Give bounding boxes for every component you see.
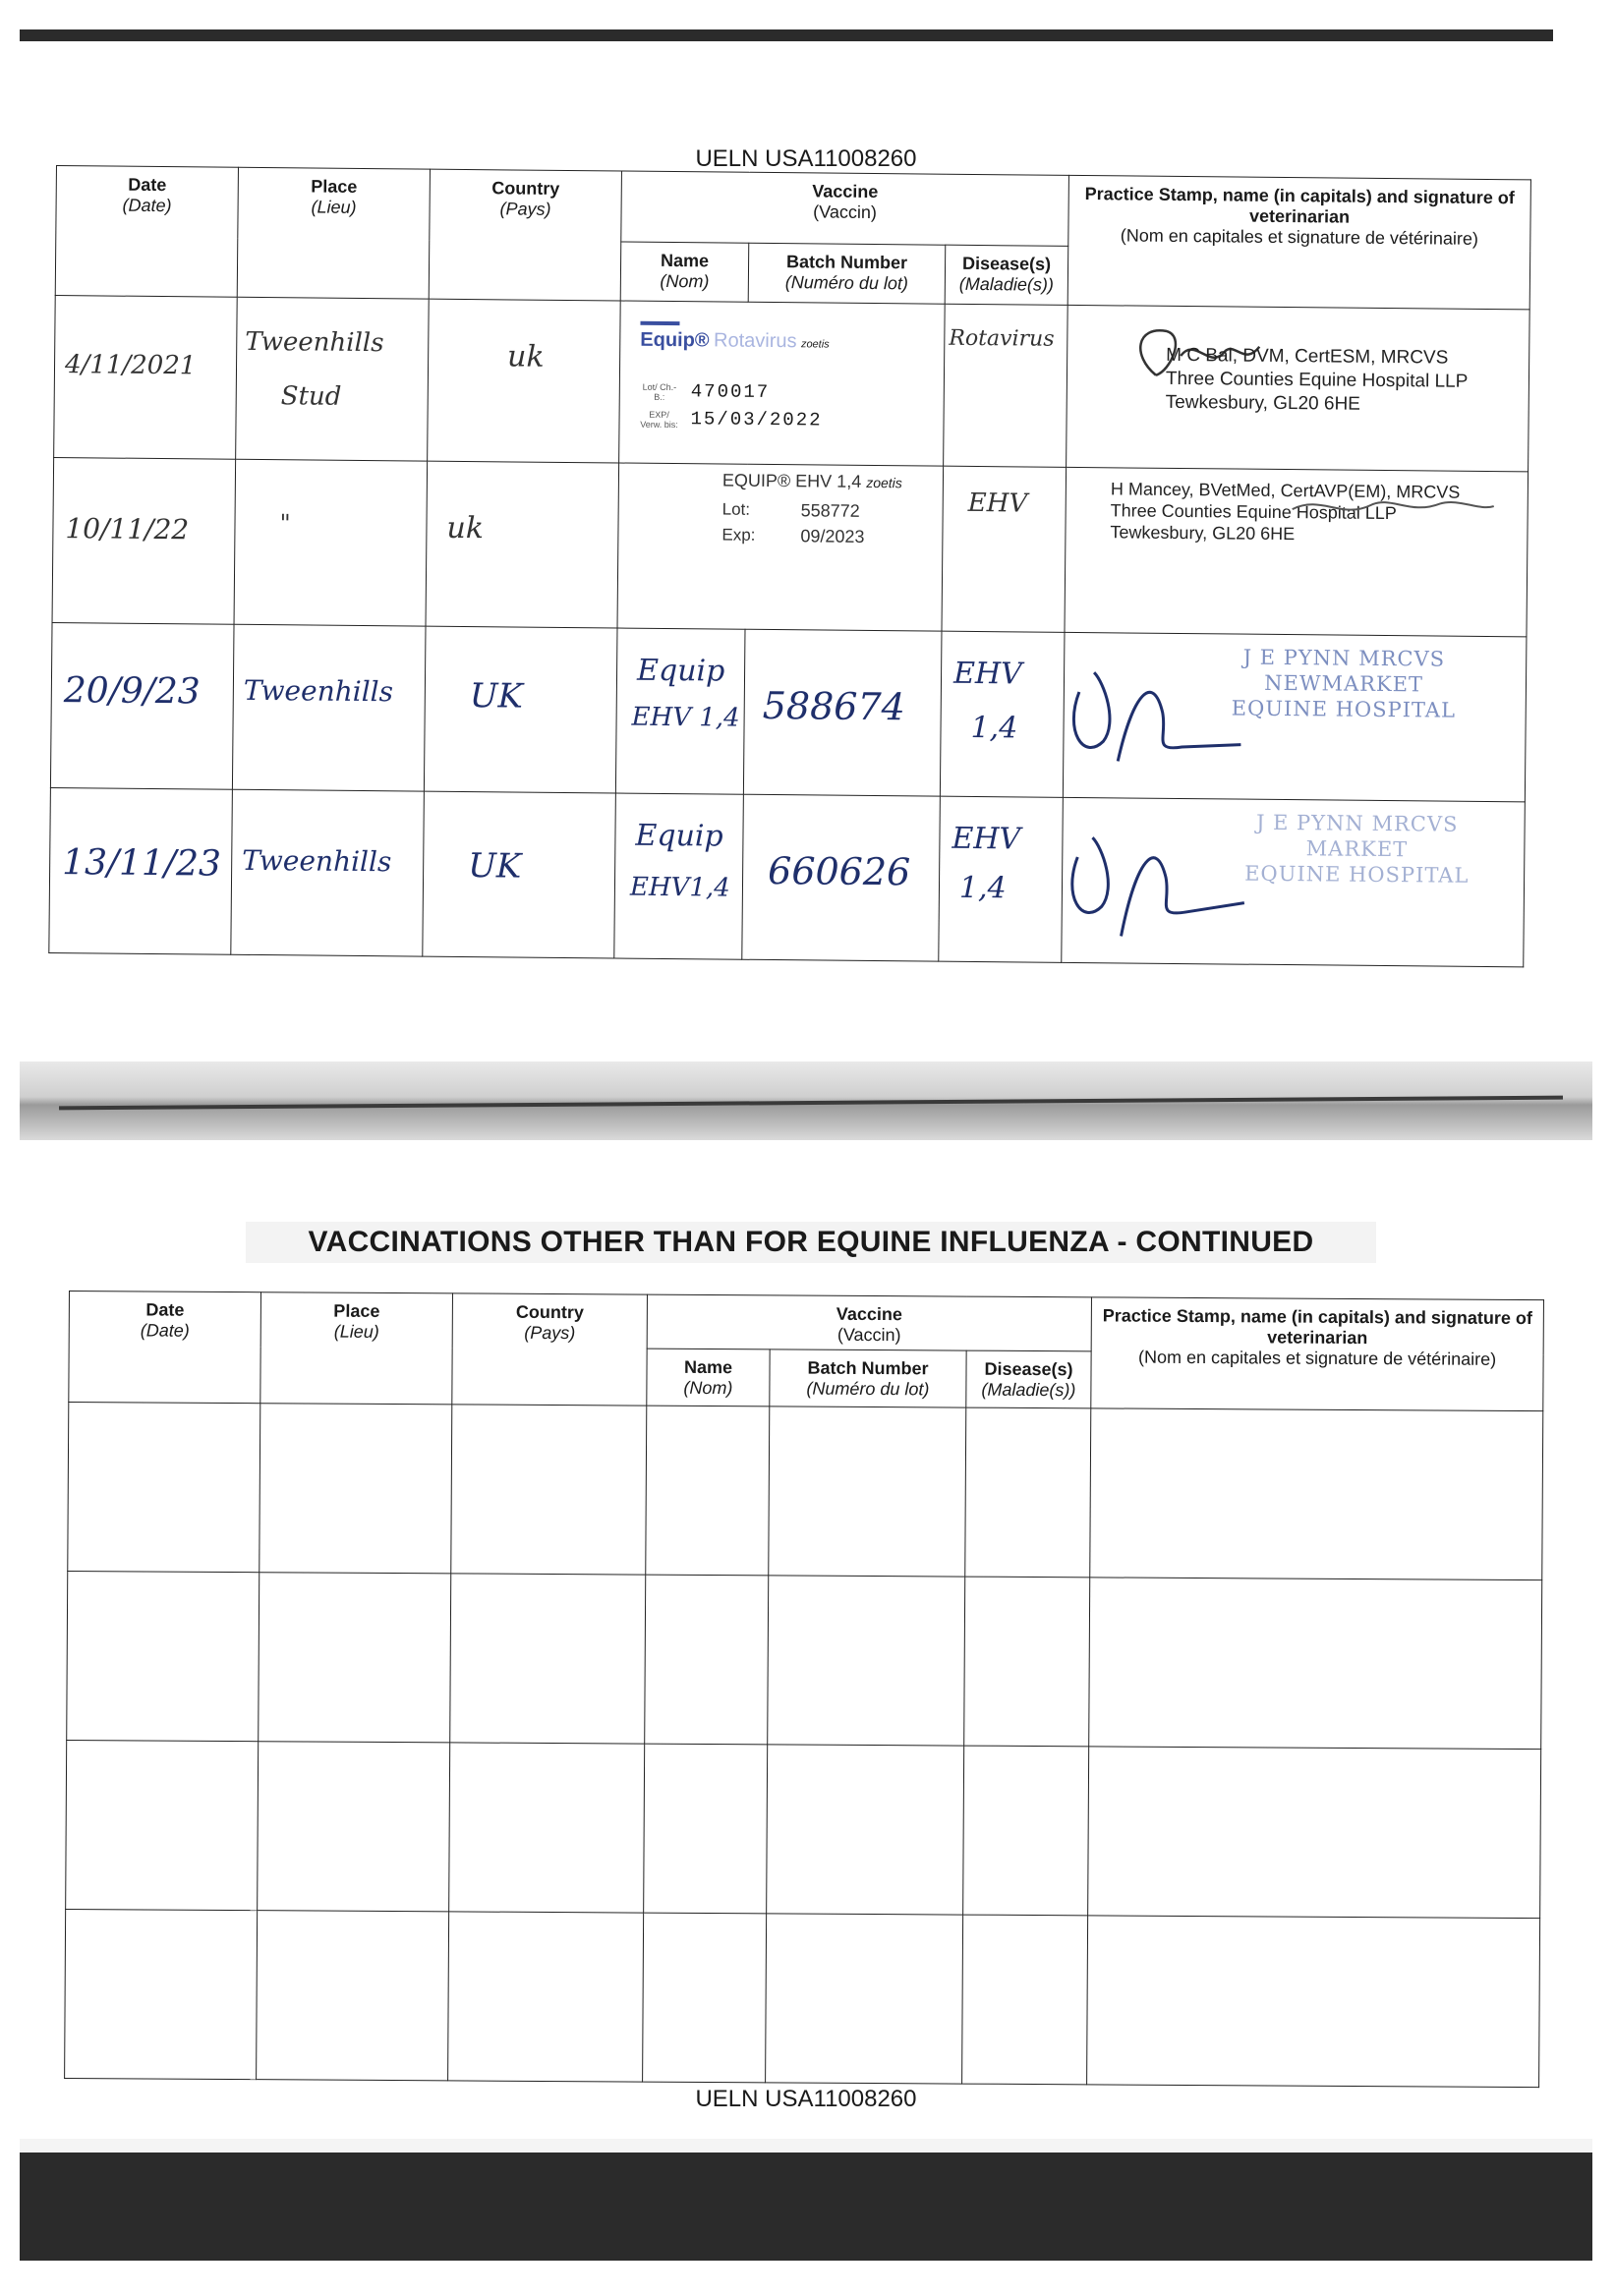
place-cell: [234, 459, 428, 626]
table-row: [67, 1571, 1542, 1749]
stamp-cell: [1062, 797, 1526, 967]
stamp-line-3: EQUINE HOSPITAL: [1231, 696, 1457, 722]
disease-value: EHV: [967, 488, 1028, 519]
vet-address: Tewkesbury, GL20 6HE: [1110, 522, 1296, 545]
table-row: [54, 295, 1530, 471]
date-value: 13/11/23: [61, 842, 222, 885]
country-cell: [426, 461, 619, 628]
vet-name: M C Bal, DVM, CertESM, MRCVS: [1166, 344, 1449, 369]
vaccine-name: Equip: [635, 818, 723, 854]
sticker-exp: 15/03/2022: [690, 408, 823, 431]
table-row: [49, 787, 1526, 966]
country-value: UK: [469, 676, 524, 717]
stamp-line-1: J E PYNN MRCVS: [1242, 645, 1446, 671]
vet-address: Tewkesbury, GL20 6HE: [1165, 391, 1361, 415]
disease-cell: [940, 631, 1065, 797]
header-stamp: Practice Stamp, name (in capitals) and signature of veterinarian (Nom en capitales et signature de vétérinaire): [1067, 175, 1530, 310]
batch-cell: [742, 794, 941, 961]
table-row: [66, 1740, 1541, 1918]
date-cell: [50, 622, 234, 789]
header-vaccine: Vaccine (Vaccin): [621, 171, 1069, 246]
place-value: Tweenhills: [245, 326, 384, 359]
header-name: Name (Nom): [647, 1349, 770, 1406]
sticker-brand: EQUIP® EHV 1,4: [721, 470, 862, 491]
vaccine-name-line2: EHV1,4: [629, 872, 730, 903]
date-cell: [54, 295, 238, 459]
disease-value: EHV: [952, 821, 1021, 857]
batch-cell: [743, 629, 942, 796]
country-value: UK: [467, 846, 522, 887]
date-cell: [49, 787, 233, 954]
logo-bar: [640, 321, 679, 325]
place-cell: [232, 624, 426, 791]
sticker-lot-label: Lot:: [721, 499, 751, 519]
stamp-line-3: EQUINE HOSPITAL: [1244, 861, 1470, 888]
header-batch: Batch Number (Numéro du lot): [770, 1349, 966, 1407]
vet-name: H Mancey, BVetMed, CertAVP(EM), MRCVS: [1110, 479, 1461, 502]
vaccine-name: Equip: [636, 653, 725, 689]
date-value: 4/11/2021: [64, 350, 197, 381]
table-row: [68, 1403, 1543, 1580]
disease-value-line2: 1,4: [970, 710, 1018, 746]
stamp-line-2: MARKET: [1305, 836, 1409, 862]
date-value: 20/9/23: [63, 670, 201, 713]
vet-practice: Three Counties Equine Hospital LLP: [1110, 500, 1397, 524]
place-value: Tweenhills: [242, 843, 392, 879]
vaccine-label-cell: [617, 463, 944, 631]
header-country: Country (Pays): [452, 1293, 648, 1406]
vaccination-table-bottom: [64, 1291, 1544, 2088]
vet-signature: [1282, 475, 1499, 536]
header-name: Name (Nom): [620, 242, 749, 302]
sticker-exp: 09/2023: [800, 526, 865, 546]
place-cell: [231, 789, 425, 956]
header-date: Date (Date): [55, 166, 238, 298]
table-row: [52, 457, 1528, 636]
header-date: Date (Date): [69, 1292, 261, 1404]
date-value: 10/11/22: [65, 512, 190, 546]
country-cell: [423, 791, 616, 958]
header-country: Country (Pays): [429, 169, 621, 301]
page-edge-top: [20, 41, 1553, 67]
country-cell: [428, 299, 621, 463]
header-place: Place (Lieu): [237, 167, 430, 299]
sticker-lot: 470017: [690, 380, 771, 403]
vet-signature: [1062, 818, 1259, 947]
ueln-bottom: UELN USA11008260: [695, 2086, 917, 2112]
name-cell: [615, 628, 745, 794]
disease-cell: [944, 304, 1068, 467]
batch-value: 588674: [762, 683, 906, 729]
header-stamp: Practice Stamp, name (in capitals) and signature of veterinarian (Nom en capitales et signature de vétérinaire): [1091, 1297, 1544, 1411]
header-place: Place (Lieu): [260, 1292, 453, 1405]
sticker-maker: zoetis: [866, 474, 902, 491]
country-value: uk: [506, 339, 545, 374]
place-cell: [236, 297, 430, 461]
ueln-top: UELN USA11008260: [695, 145, 917, 172]
place-value: ": [279, 509, 291, 538]
vaccine-label-cell: [619, 301, 946, 466]
disease-cell: [942, 466, 1067, 632]
name-cell: [614, 793, 744, 959]
stamp-cell: [1063, 632, 1527, 802]
header-vaccine: Vaccine (Vaccin): [647, 1294, 1091, 1351]
place-value-line2: Stud: [280, 381, 342, 412]
vaccine-name-line2: EHV 1,4: [631, 702, 740, 733]
disease-cell: [939, 796, 1064, 962]
place-value: Tweenhills: [243, 673, 394, 709]
header-batch: Batch Number (Numéro du lot): [748, 243, 946, 304]
sticker-product: Rotavirus: [713, 329, 797, 353]
stamp-cell: [1067, 305, 1530, 472]
vet-practice: Three Counties Equine Hospital LLP: [1165, 368, 1469, 392]
country-cell: [424, 626, 617, 793]
header-disease: Disease(s) (Maladie(s)): [966, 1350, 1091, 1408]
sticker-brand: Equip®: [640, 328, 710, 352]
table-row: [50, 622, 1527, 801]
sticker-lot-label: Lot/ Ch.-B.:: [642, 381, 677, 402]
sticker-exp-label: EXP/ Verw. bis:: [640, 409, 678, 430]
country-value: uk: [446, 510, 485, 546]
disease-value: Rotavirus: [949, 325, 1055, 352]
disease-value-line2: 1,4: [958, 870, 1007, 906]
table-row: [65, 1909, 1540, 2087]
sticker-lot: 558772: [800, 500, 860, 521]
disease-value: EHV: [952, 656, 1022, 692]
section-title: VACCINATIONS OTHER THAN FOR EQUINE INFLUENZA - CONTINUED: [246, 1222, 1376, 1263]
stamp-line-1: J E PYNN MRCVS: [1255, 810, 1459, 836]
stamp-cell: [1065, 467, 1528, 637]
header-disease: Disease(s) (Maladie(s)): [945, 245, 1068, 305]
vaccination-table-top: [48, 165, 1531, 967]
stamp-line-2: NEWMARKET: [1264, 670, 1424, 697]
scan-edge-bottom: [20, 2152, 1592, 2261]
batch-value: 660626: [767, 848, 911, 894]
sticker-exp-label: Exp:: [721, 525, 756, 545]
date-cell: [52, 457, 236, 624]
sticker-maker: zoetis: [800, 338, 830, 351]
